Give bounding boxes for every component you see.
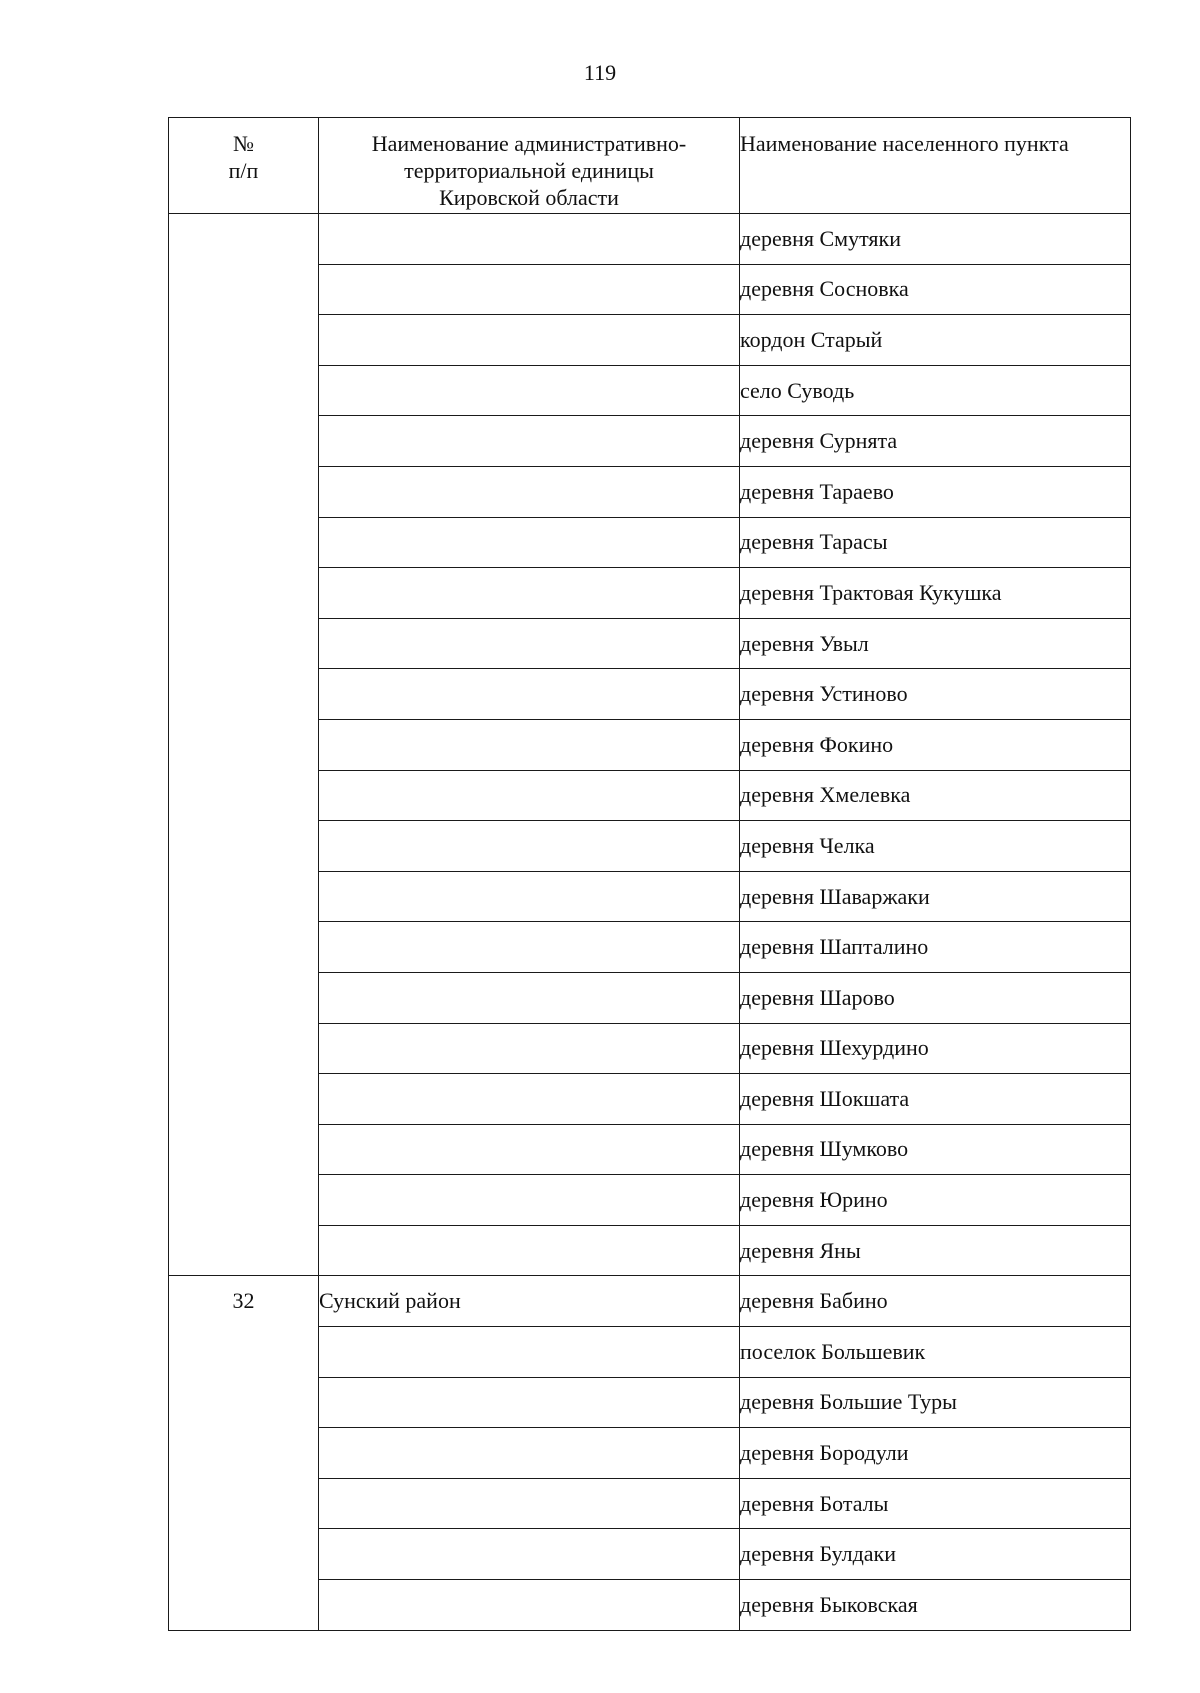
admin-unit-cell [319, 1074, 740, 1125]
settlement-cell: деревня Боталы [740, 1478, 1131, 1529]
admin-unit-cell [319, 719, 740, 770]
header-settlement [740, 118, 1131, 214]
settlement-cell: деревня Булдаки [740, 1529, 1131, 1580]
header-number-line: п/п [228, 158, 259, 183]
header-settlement-line: Наименование населенного пункта [740, 131, 1069, 156]
admin-unit-cell [319, 365, 740, 416]
settlement-cell: деревня Сурнята [740, 416, 1131, 467]
settlement-cell: село Суводь [740, 365, 1131, 416]
settlement-cell: деревня Челка [740, 821, 1131, 872]
settlement-cell: деревня Быковская [740, 1580, 1131, 1631]
settlement-cell: деревня Хмелевка [740, 770, 1131, 821]
header-admin-unit [319, 118, 740, 214]
header-admin-unit-line: Кировской области [439, 185, 619, 210]
table-row [169, 1276, 1131, 1327]
settlement-cell: деревня Увыл [740, 618, 1131, 669]
settlement-cell: деревня Юрино [740, 1175, 1131, 1226]
admin-unit-cell: Сунский район [319, 1276, 740, 1327]
row-number-cell [169, 214, 319, 1276]
admin-unit-cell [319, 568, 740, 619]
settlement-cell: деревня Сосновка [740, 264, 1131, 315]
settlement-cell: деревня Бородули [740, 1428, 1131, 1479]
admin-unit-cell [319, 1580, 740, 1631]
admin-unit-cell [319, 1478, 740, 1529]
settlement-cell: деревня Шарово [740, 972, 1131, 1023]
settlement-cell: деревня Тарасы [740, 517, 1131, 568]
admin-unit-cell [319, 264, 740, 315]
admin-unit-cell [319, 770, 740, 821]
admin-unit-cell [319, 466, 740, 517]
admin-unit-cell [319, 922, 740, 973]
admin-unit-cell [319, 214, 740, 265]
row-number-cell: 32 [169, 1276, 319, 1630]
settlement-cell: деревня Смутяки [740, 214, 1131, 265]
settlement-cell: деревня Бабино [740, 1276, 1131, 1327]
settlement-cell: деревня Шумково [740, 1124, 1131, 1175]
admin-unit-cell [319, 1428, 740, 1479]
admin-unit-cell [319, 1529, 740, 1580]
settlement-cell: деревня Тараево [740, 466, 1131, 517]
settlement-cell: поселок Большевик [740, 1327, 1131, 1378]
admin-unit-cell [319, 1377, 740, 1428]
header-admin-unit-line: территориальной единицы [404, 158, 654, 183]
table-row [169, 214, 1131, 265]
header-row [169, 118, 1131, 214]
page-number: 119 [583, 60, 617, 85]
settlement-cell: деревня Большие Туры [740, 1377, 1131, 1428]
admin-unit-cell [319, 972, 740, 1023]
admin-unit-cell [319, 669, 740, 720]
table-header [169, 118, 1131, 214]
settlement-cell: деревня Шапталино [740, 922, 1131, 973]
admin-unit-cell [319, 1327, 740, 1378]
admin-unit-cell [319, 821, 740, 872]
settlement-cell: деревня Шокшата [740, 1074, 1131, 1125]
header-number [169, 118, 319, 214]
settlement-cell: деревня Яны [740, 1225, 1131, 1276]
header-number-line: № [233, 131, 254, 156]
settlements-table [168, 117, 1131, 1631]
admin-unit-cell [319, 1023, 740, 1074]
header-admin-unit-line: Наименование административно- [371, 131, 687, 156]
settlement-cell: деревня Трактовая Кукушка [740, 568, 1131, 619]
settlement-cell: деревня Фокино [740, 719, 1131, 770]
admin-unit-cell [319, 315, 740, 366]
admin-unit-cell [319, 1225, 740, 1276]
settlement-cell: деревня Устиново [740, 669, 1131, 720]
admin-unit-cell [319, 416, 740, 467]
settlement-cell: деревня Шехурдино [740, 1023, 1131, 1074]
admin-unit-cell [319, 871, 740, 922]
admin-unit-cell [319, 1124, 740, 1175]
admin-unit-cell [319, 517, 740, 568]
admin-unit-cell [319, 618, 740, 669]
settlement-cell: кордон Старый [740, 315, 1131, 366]
settlement-cell: деревня Шаваржаки [740, 871, 1131, 922]
admin-unit-cell [319, 1175, 740, 1226]
table-body [169, 214, 1131, 1631]
